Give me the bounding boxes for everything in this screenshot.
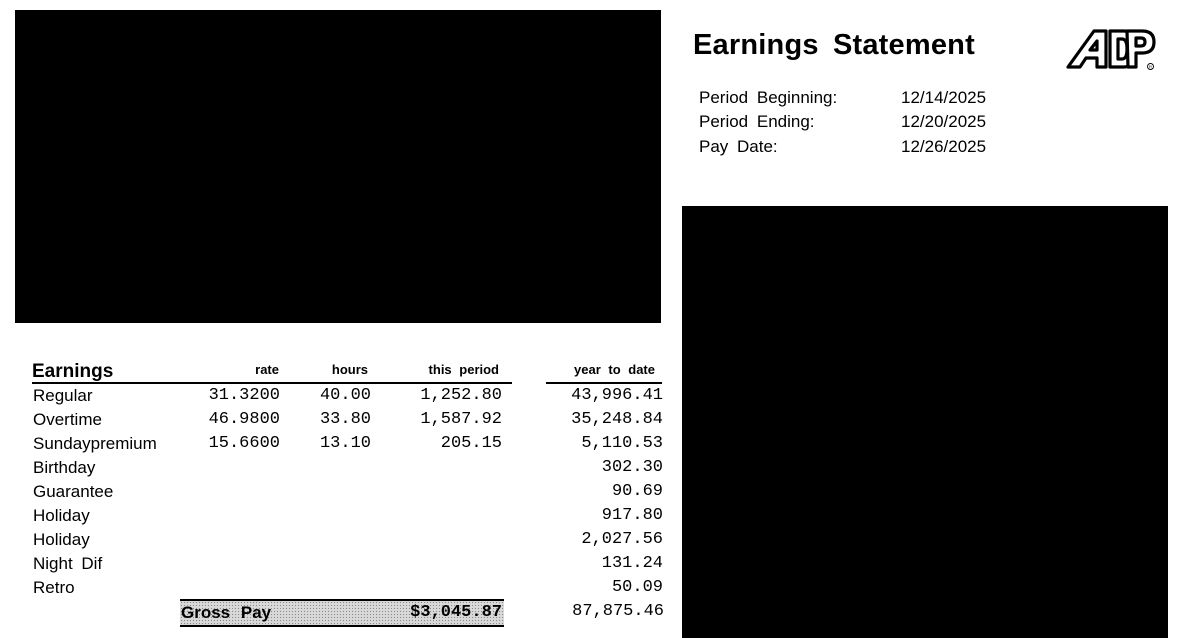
adp-logo (1064, 27, 1156, 71)
earning-ytd: 43,996.41 (571, 386, 663, 405)
earning-description: Retro (33, 578, 75, 597)
period-beginning-label: Period Beginning: (699, 88, 838, 107)
gross-pay-this-period: $3,045.87 (410, 603, 502, 622)
earning-ytd: 917.80 (601, 506, 663, 525)
redacted-employee-block (682, 206, 1168, 638)
this-period-column-header: this period (428, 362, 499, 377)
ytd-header-rule (546, 382, 662, 384)
earning-description: Night Dif (33, 554, 103, 573)
earning-description: Sundaypremium (33, 434, 157, 453)
statement-title: Earnings Statement (693, 29, 975, 61)
earning-ytd: 50.09 (611, 578, 663, 597)
earnings-row (0, 554, 680, 578)
earning-rate: 15.6600 (208, 434, 280, 453)
earnings-row (0, 434, 680, 458)
earning-ytd: 2,027.56 (581, 530, 663, 549)
header-rule (32, 382, 512, 384)
earning-description: Regular (33, 386, 93, 405)
earning-hours: 33.80 (319, 410, 371, 429)
period-beginning-value: 12/14/2025 (901, 88, 987, 107)
earning-ytd: 302.30 (601, 458, 663, 477)
earnings-heading: Earnings (32, 361, 114, 382)
earning-description: Birthday (33, 458, 96, 477)
gross-pay-box (180, 599, 504, 627)
earnings-row (0, 458, 680, 482)
earning-this-period: 205.15 (440, 434, 502, 453)
earning-ytd: 131.24 (601, 554, 663, 573)
year-to-date-column-header: year to date (574, 362, 655, 377)
earning-rate: 46.9800 (208, 410, 280, 429)
period-ending-label: Period Ending: (699, 112, 815, 131)
earning-description: Overtime (33, 410, 102, 429)
earning-this-period: 1,587.92 (420, 410, 502, 429)
svg-text:R: R (1149, 64, 1152, 69)
earning-this-period: 1,252.80 (420, 386, 502, 405)
earning-description: Guarantee (33, 482, 114, 501)
hours-column-header: hours (331, 362, 368, 377)
earning-ytd: 5,110.53 (581, 434, 663, 453)
pay-date-value: 12/26/2025 (901, 137, 987, 156)
earning-ytd: 90.69 (611, 482, 663, 501)
earnings-row (0, 482, 680, 506)
rate-column-header: rate (255, 362, 279, 377)
earning-description: Holiday (33, 530, 90, 549)
earnings-row (0, 410, 680, 434)
earning-description: Holiday (33, 506, 90, 525)
gross-pay-label: Gross Pay (181, 603, 272, 622)
gross-pay-ytd: 87,875.46 (572, 602, 664, 621)
earning-ytd: 35,248.84 (571, 410, 663, 429)
earning-hours: 40.00 (319, 386, 371, 405)
redacted-employer-block (15, 10, 661, 323)
earnings-row (0, 530, 680, 554)
earnings-row (0, 386, 680, 410)
earning-rate: 31.3200 (208, 386, 280, 405)
period-ending-value: 12/20/2025 (901, 112, 987, 131)
earning-hours: 13.10 (319, 434, 371, 453)
pay-date-label: Pay Date: (699, 137, 778, 156)
earnings-row (0, 506, 680, 530)
